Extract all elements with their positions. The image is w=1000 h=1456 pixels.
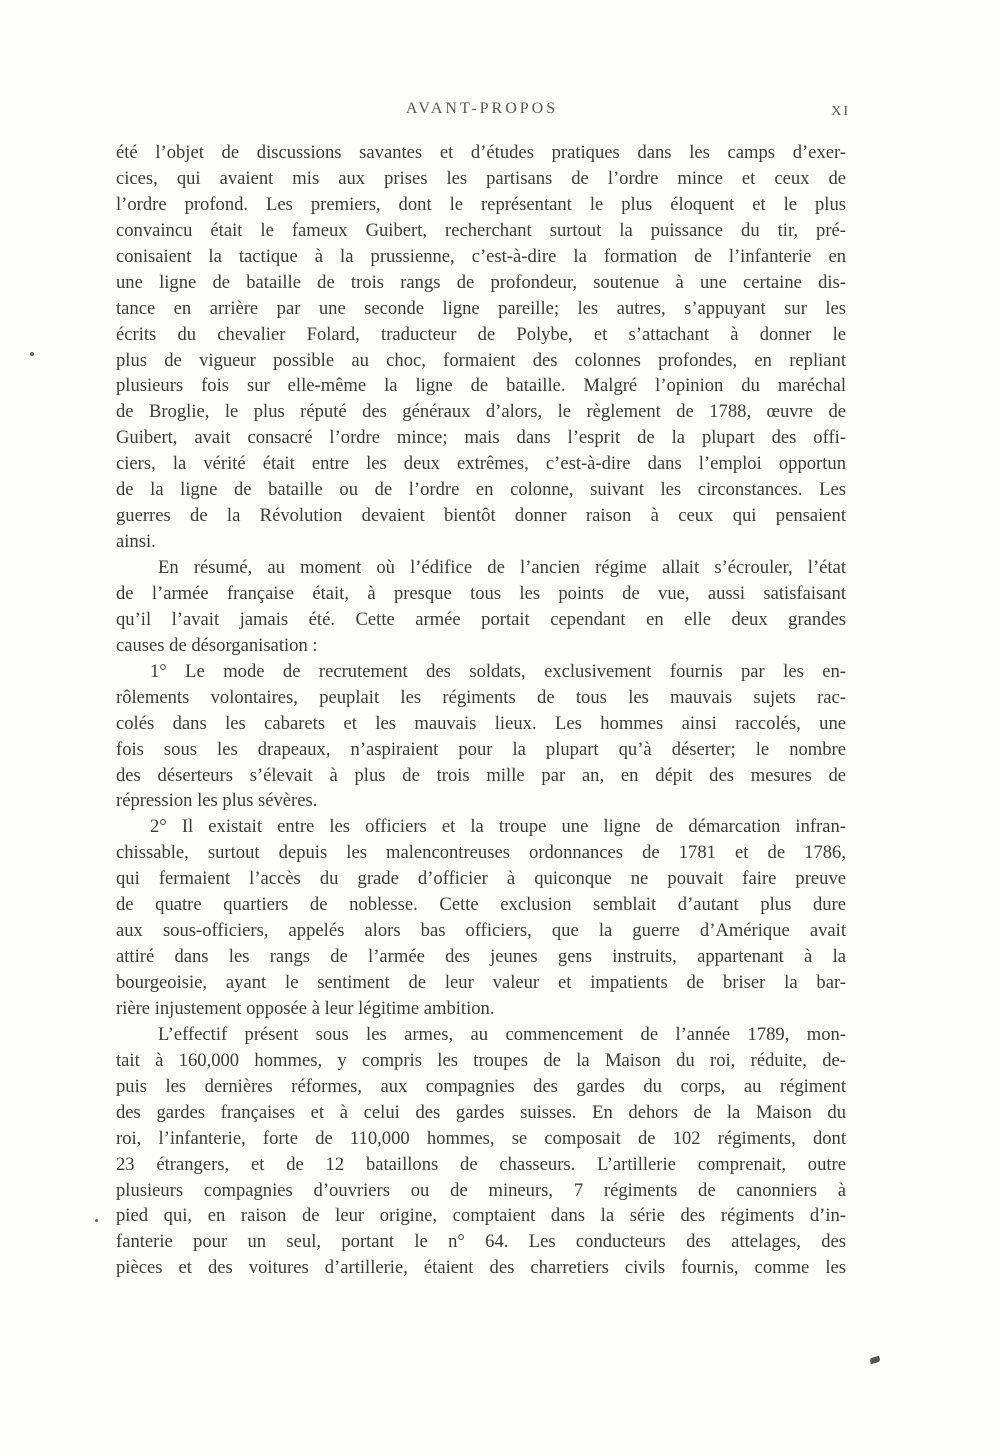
text-line: des déserteurs s’élevait à plus de trois mille par an, en dépit des mesures de — [116, 764, 846, 786]
paragraph-start: 2° Il existait entre les officiers et la troupe une ligne de démarcation infran- — [150, 816, 846, 838]
text-line: de Broglie, le plus réputé des généraux d’alors, le règlement de 1788, œuvre de — [116, 401, 846, 423]
text-line: tance en arrière par une seconde ligne pareille; les autres, s’appuyant sur les — [116, 297, 846, 319]
text-line: de quatre quartiers de noblesse. Cette exclusion semblait d’autant plus dure — [116, 894, 846, 916]
text-line: de l’armée française était, à presque tous les points de vue, aussi satisfaisant — [116, 582, 846, 604]
text-line: 23 étrangers, et de 12 bataillons de chasseurs. L’artillerie comprenait, outre — [116, 1153, 846, 1175]
text-line: plusieurs compagnies d’ouvriers ou de mineurs, 7 régiments de canonniers à — [116, 1179, 846, 1201]
text-line: roi, l’infanterie, forte de 110,000 hommes, se composait de 102 régiments, dont — [116, 1127, 846, 1149]
text-line: fois sous les drapeaux, n’aspiraient pour la plupart qu’à déserter; le nombre — [116, 738, 846, 760]
text-line: puis les dernières réformes, aux compagnies des gardes du corps, au régiment — [116, 1075, 846, 1097]
text-line: cices, qui avaient mis aux prises les partisans de l’ordre mince et ceux de — [116, 167, 846, 189]
paragraph-start: L’effectif présent sous les armes, au commencement de l’année 1789, mon- — [158, 1023, 846, 1045]
text-line: plusieurs fois sur elle-même la ligne de bataille. Malgré l’opinion du maréchal — [116, 375, 846, 397]
text-line: pied qui, en raison de leur origine, comptaient dans la série des régiments d’in- — [116, 1205, 846, 1227]
paragraph-start: 1° Le mode de recrutement des soldats, exclusivement fournis par les en- — [150, 660, 846, 682]
body-text — [116, 140, 846, 1281]
text-line: chissable, surtout depuis les malencontreuses ordonnances de 1781 et de 1786, — [116, 842, 846, 864]
text-line: rière injustement opposée à leur légitime ambition. — [116, 997, 495, 1019]
running-title: AVANT-PROPOS — [405, 100, 559, 117]
text-line: ainsi. — [116, 531, 156, 553]
ink-speck — [30, 352, 34, 356]
text-line: Guibert, avait consacré l’ordre mince; mais dans l’esprit de la plupart des offi- — [116, 427, 846, 449]
text-line: attiré dans les rangs de l’armée des jeunes gens instruits, appartenant à la — [116, 946, 846, 968]
text-line: de la ligne de bataille ou de l’ordre en colonne, suivant les circonstances. Les — [116, 479, 846, 501]
text-line: tait à 160,000 hommes, y compris les troupes de la Maison du roi, réduite, de- — [116, 1049, 846, 1071]
text-line: répression les plus sévères. — [116, 790, 318, 812]
text-line: colés dans les cabarets et les mauvais lieux. Les hommes ainsi raccolés, une — [116, 712, 846, 734]
text-line: des gardes françaises et à celui des gardes suisses. En dehors de la Maison du — [116, 1101, 846, 1123]
text-line: bourgeoisie, ayant le sentiment de leur valeur et impatients de briser la bar- — [116, 972, 846, 993]
text-line: l’ordre profond. Les premiers, dont le représentant le plus éloquent et le plus — [116, 193, 846, 215]
text-line: pièces et des voitures d’artillerie, étaient des charretiers civils fournis, comme les — [116, 1257, 846, 1279]
text-line: été l’objet de discussions savantes et d’études pratiques dans les camps d’exer- — [116, 142, 846, 163]
text-line: une ligne de bataille de trois rangs de profondeur, soutenue à une certaine dis- — [116, 271, 846, 293]
text-line: guerres de la Révolution devaient bientôt donner raison à ceux qui pensaient — [116, 505, 846, 527]
text-line: qu’il l’avait jamais été. Cette armée portait cependant en elle deux grandes — [116, 608, 846, 630]
text-line: rôlements volontaires, peuplait les régiments de tous les mauvais sujets rac- — [116, 686, 846, 708]
text-line: ciers, la vérité était entre les deux extrêmes, c’est-à-dire dans l’emploi opportun — [116, 453, 846, 475]
text-line: plus de vigueur possible au choc, formaient des colonnes profondes, en repliant — [116, 349, 846, 371]
paragraph-start: En résumé, au moment où l’édifice de l’ancien régime allait s’écrouler, l’état — [158, 557, 846, 578]
text-line: écrits du chevalier Folard, traducteur de Polybe, et s’attachant à donner le — [116, 323, 846, 345]
text-line: qui fermaient l’accès du grade d’officier à quiconque ne pouvait faire preuve — [116, 868, 846, 890]
running-head — [118, 100, 850, 126]
text-line: convaincu était le fameux Guibert, recherchant surtout la puissance du tir, pré- — [116, 219, 846, 241]
page-number: XI — [831, 104, 850, 119]
text-line: causes de désorganisation : — [116, 634, 318, 656]
text-line: fanterie pour un seul, portant le n° 64. Les conducteurs des attelages, des — [116, 1231, 846, 1253]
ink-speck — [95, 1219, 98, 1222]
text-line: conisaient la tactique à la prussienne, c’est-à-dire la formation de l’infanterie en — [116, 245, 846, 267]
page-mark — [869, 1356, 880, 1364]
text-line: aux sous-officiers, appelés alors bas officiers, que la guerre d’Amérique avait — [116, 920, 846, 942]
